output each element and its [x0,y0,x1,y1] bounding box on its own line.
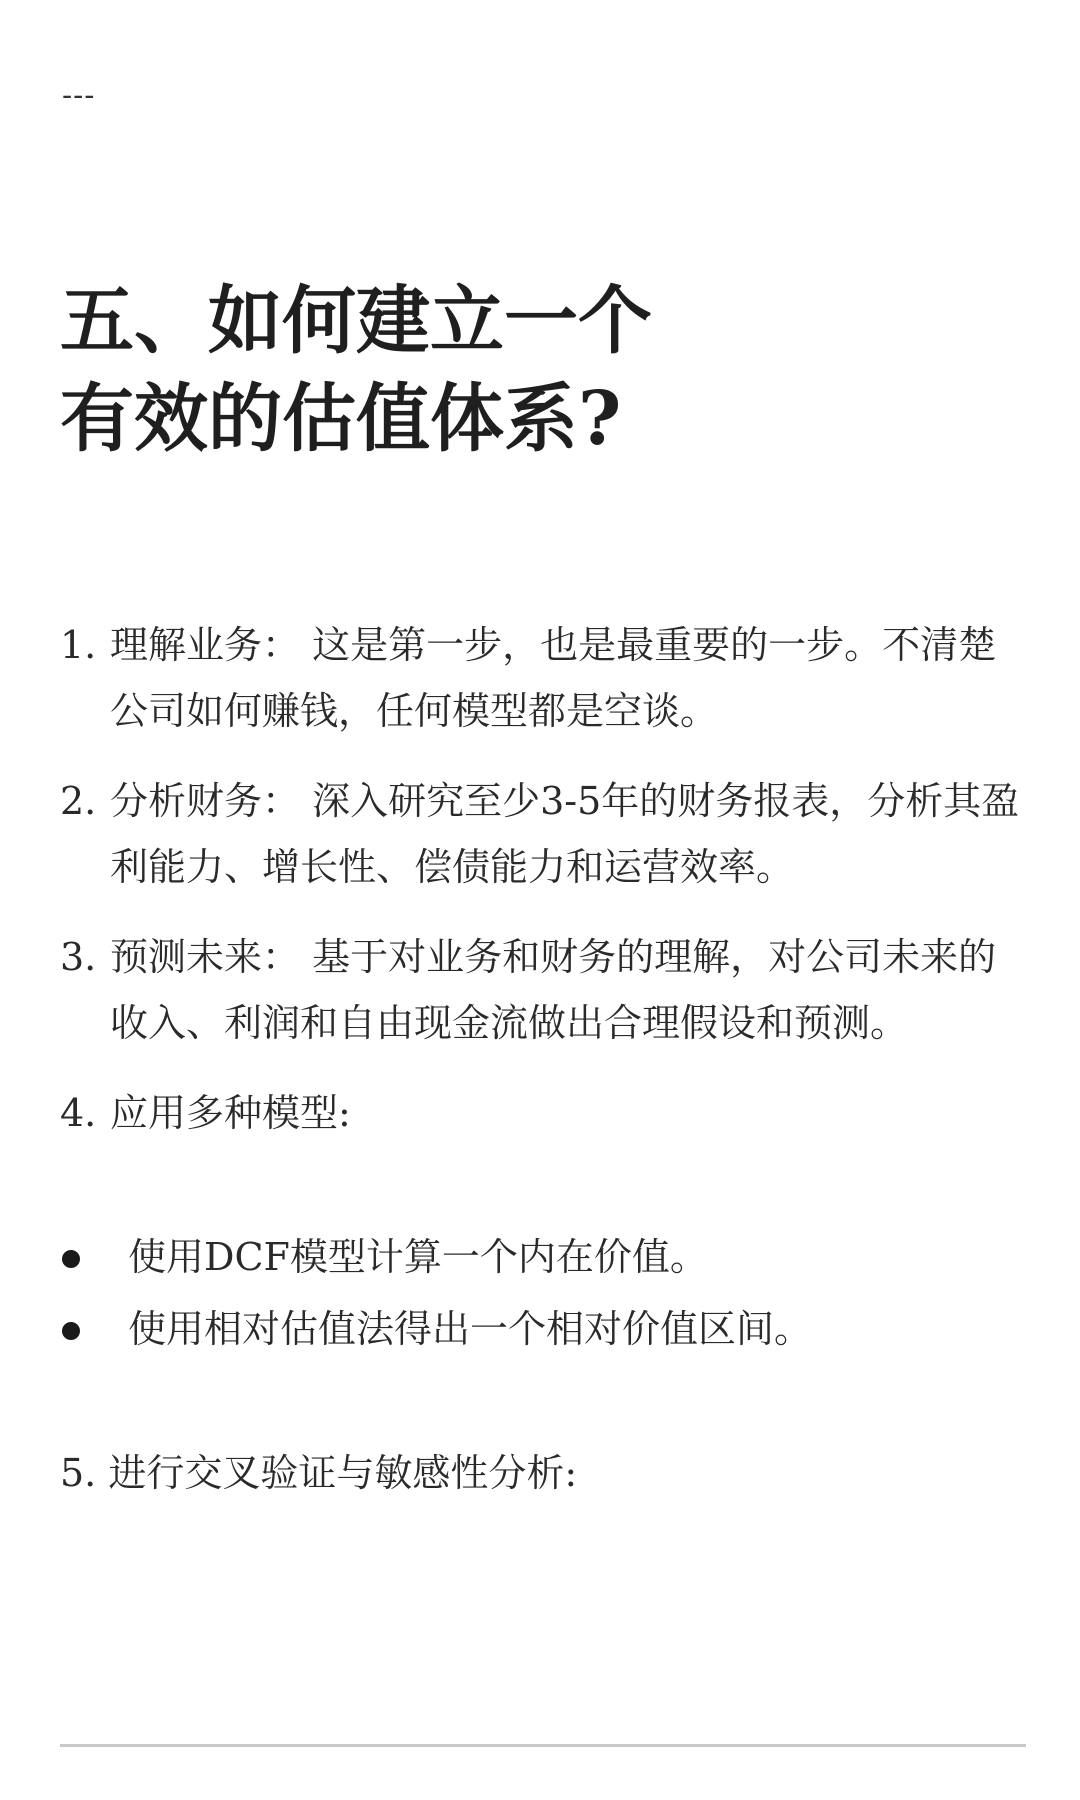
list-item-understand-business [60,612,1030,744]
section-title-line-2: 有效的估值体系? [60,376,622,462]
bullet-item-text: 使用DCF模型计算一个内在价值。 [128,1235,708,1279]
bullet-item-dcf [60,1224,708,1290]
bullet-dot-icon [62,1322,80,1340]
bottom-divider [60,1744,1026,1747]
list-item-text: 分析财务： 深入研究至少3-5年的财务报表，分析其盈利能力、增长性、偿债能力和运营效率。 [110,779,1020,889]
list-item-number: 3. [60,935,97,979]
section-title [60,272,652,468]
section-title-line-1: 五、如何建立一个 [60,278,652,364]
list-item-text: 理解业务： 这是第一步，也是最重要的一步。不清楚公司如何赚钱，任何模型都是空谈。 [110,623,997,733]
bullet-dot-icon [62,1250,80,1268]
list-item-number: 2. [60,779,97,823]
list-item-forecast-future [60,924,1030,1056]
list-item-text: 预测未来： 基于对业务和财务的理解，对公司未来的收入、利润和自由现金流做出合理假设和预测。 [110,935,997,1045]
list-item-cross-validation: 5. 进行交叉验证与敏感性分析: [60,1451,578,1495]
list-item-number: 1. [60,623,97,667]
list-item-analyze-financials [60,768,1030,900]
list-item-apply-models [60,1080,1030,1146]
list-item-number: 4. [60,1091,97,1135]
list-item-text: 应用多种模型: [110,1091,351,1135]
top-rule-marker: --- [62,78,96,113]
bullet-item-relative-valuation [60,1296,812,1362]
bullet-item-text: 使用相对估值法得出一个相对价值区间。 [128,1307,813,1351]
